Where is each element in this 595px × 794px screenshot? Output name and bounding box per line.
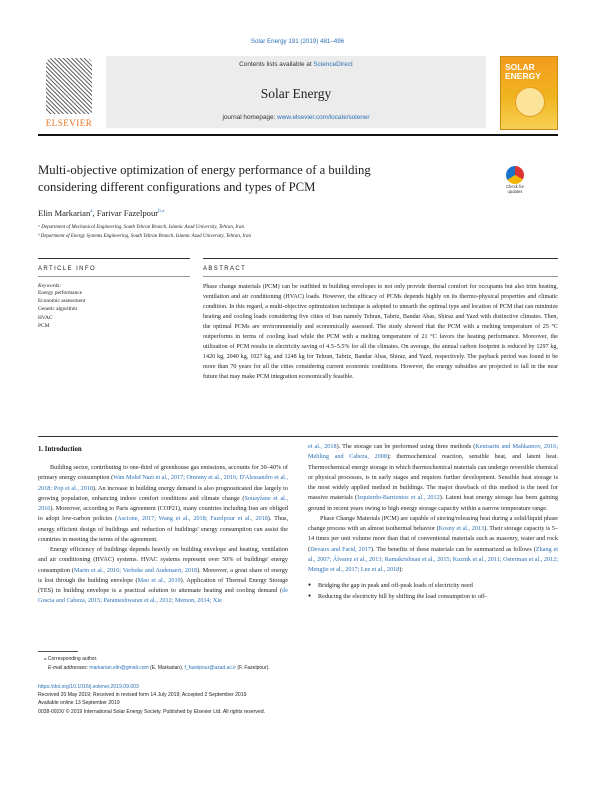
paragraph bbox=[38, 545, 288, 607]
right-column bbox=[308, 442, 558, 602]
article-info-heading: ARTICLE INFO bbox=[38, 266, 97, 272]
bullet-list bbox=[308, 581, 558, 602]
article-metadata bbox=[38, 683, 265, 716]
publisher-name: ELSEVIER bbox=[45, 118, 93, 128]
citation-link[interactable]: Izquierdo-Barrientos et al., 2012 bbox=[357, 494, 440, 502]
bullet-item: ● Bridging the gap in peak and off-peak loads of electricity need bbox=[308, 581, 558, 591]
text: ). Moreover, a great share of energy is lost through the building envelope ( bbox=[38, 566, 288, 584]
check-updates-label bbox=[500, 185, 530, 195]
journal-header-box bbox=[106, 56, 486, 128]
citation-link[interactable]: Ascione, 2017; Wang et al., 2018; Fazelpour et al., 2018 bbox=[117, 515, 268, 523]
badge-line-2: updates bbox=[507, 188, 523, 194]
check-updates-icon bbox=[506, 166, 524, 184]
keyword: Energy performance bbox=[38, 290, 83, 296]
citation-link[interactable]: Wan Mohd Nazi et al., 2017; Omrany et al., 2016; D'Alessandro et al., 2018; Pop et al., 2018 bbox=[38, 474, 288, 492]
section-heading: 1. Introduction bbox=[38, 446, 82, 453]
affiliation: ᵇ Department of Energy Systems Engineering, South Tehran Branch, Islamic Azad University, Tehran, Iran bbox=[38, 234, 252, 239]
text: Building sector, contributing to one-third of greenhouse gas emissions, accounts for 30–40% of primary energy consumption ( bbox=[38, 464, 288, 482]
author-name[interactable]: Elin Markarian bbox=[38, 208, 91, 218]
title-line-1: Multi-objective optimization of energy performance of a building bbox=[38, 163, 371, 177]
elsevier-logo[interactable] bbox=[38, 56, 100, 128]
email-owner: (F. Fazelpour). bbox=[236, 665, 270, 671]
citation-link[interactable]: Kenisarin and Mahkamov, 2016; Mehling and Cabeza, 2008 bbox=[308, 443, 558, 461]
keywords-label: Keywords: bbox=[38, 283, 62, 289]
text: ); thermochemical reaction, sensible heat, and latent heat. Thermochemical energy storage in which thermochemical materials can undergo reversible chemical or physical processes, is in early stages and requires further development. Sensible heat storage is the most widely applied method in buildings. The major drawback of this method is the need for massive materials ( bbox=[308, 453, 558, 502]
abstract-text: Phase change materials (PCM) can be outfitted in building envelopes to not only provide thermal comfort for occupants but also trim heating, ventilation and air conditioning (HVAC) loads. However, the efficacy of PCMs depends highly on its thermo-physical properties and climatic condition. In this regard, a multi-objective optimization technique is adopted to unearth the optimal type and location of PCM that can minimize heating and cooling loads considering five cities of Iran namely Tehran, Tabriz, Bandar Abas, Shiraz and Yazd with distinctive climates. Then, the optimal PCMs are environmentally and economically assessed. The study showed that the PCM with a melting temperature of 25 °C outperforms in terms of cooling load while the PCM with a melting temperature of 21 °C favors the heating performance. Moreover, the utilization of PCM results in electricity saving of 4.5–5.5% for all the climates. On average, the annual carbon footprint is reduced by 1297 kg, 1420 kg, 2040 kg, 1027 kg, and 1248 kg for Tehran, Tabriz, Bandar Abas, Shiraz, and Yazd, respectively. The payback period was found to be more than 70 years for all the cities considering current economic conditions. However, the energy subsidies are projected to fall in the near future that may make PCM integration economically feasible. bbox=[203, 284, 558, 380]
keyword: Economic assessment bbox=[38, 298, 86, 305]
text: ): bbox=[399, 566, 404, 573]
cover-title-line1: SOLAR bbox=[505, 62, 535, 72]
author-name[interactable]: Farivar Fazelpour bbox=[96, 208, 159, 218]
received-dates: Received 20 May 2019; Received in revised form 14 July 2019; Accepted 2 September 2019 bbox=[38, 692, 247, 699]
text: ). Thus, energy efficient design of buildings and reduction of buildings' energy consumption can assist the countries in meeting the terms of the agreement. bbox=[38, 515, 289, 543]
affiliation-marker[interactable]: a bbox=[90, 209, 93, 215]
abstract-rule bbox=[203, 258, 558, 259]
citation-link[interactable]: Marin et al., 2016; Verbeke and Audenaert, 2018 bbox=[73, 566, 198, 574]
title-line-2: considering different configurations and types of PCM bbox=[38, 180, 316, 194]
paragraph bbox=[308, 514, 558, 576]
text: ). Their storage capacity is 5–14 times per unit volume more than that of conventional materials such as masonry, water and rock ( bbox=[308, 525, 558, 553]
citation-link[interactable]: Devaux and Farid, 2017 bbox=[310, 545, 371, 553]
journal-title: Solar Energy bbox=[260, 86, 332, 101]
contents-line bbox=[106, 61, 486, 68]
article-info-rule bbox=[38, 258, 190, 259]
corresponding-author-note: ⁎ Corresponding author. bbox=[44, 656, 98, 662]
footnote-rule bbox=[38, 651, 78, 652]
cover-sun-graphic bbox=[515, 87, 545, 117]
text: ). An increase in building energy demand is also prognosticated due largely to growing population, enhancing indoor comfort conditions and climate change ( bbox=[38, 484, 288, 502]
keyword: PCM bbox=[38, 322, 50, 329]
badge-line-1: Check for bbox=[506, 184, 524, 189]
journal-reference[interactable]: Solar Energy 191 (2019) 481–496 bbox=[250, 38, 345, 45]
doi-link[interactable]: https://doi.org/10.1016/j.solener.2019.09.003 bbox=[38, 684, 139, 690]
journal-cover-image[interactable] bbox=[500, 56, 558, 130]
check-for-updates-badge[interactable] bbox=[502, 166, 528, 198]
citation-link[interactable]: Zhang et al., 2007; Álvarez et al., 2013; Ramakrishnan et al., 2015; Kuznik et al., 2011; Osterman et al., 2012; Mengjie et al., 2017; Lee et al., 2018 bbox=[308, 545, 558, 573]
copyright-line: 0038-092X/ © 2019 International Solar Energy Society. Published by Elsevier Ltd. All rights reserved. bbox=[38, 708, 266, 715]
homepage-link[interactable]: www.elsevier.com/locate/solener bbox=[277, 114, 370, 121]
email-label: E-mail addresses: bbox=[48, 665, 90, 671]
paragraph bbox=[38, 463, 288, 545]
homepage-prefix: journal homepage: bbox=[222, 114, 278, 121]
keywords-block bbox=[38, 283, 188, 330]
left-column bbox=[38, 463, 288, 607]
journal-banner bbox=[38, 56, 558, 130]
author-list bbox=[38, 208, 164, 218]
available-online: Available online 13 September 2019 bbox=[38, 700, 120, 707]
contents-prefix: Contents lists available at bbox=[239, 61, 314, 68]
keyword: Genetic algorithm bbox=[38, 306, 78, 313]
citation-link[interactable]: de Gracia and Cabeza, 2015; Parameshwaran et al., 2012; Memon, 2014; Xie bbox=[38, 587, 288, 605]
abstract-bottom-rule bbox=[38, 436, 558, 437]
text: ). Latent heat energy storage has been gaining ground in recent years owing to high energy storage capacity within a narrow temperature range. bbox=[308, 494, 558, 512]
citation-link[interactable]: Souayfane et al., 2016 bbox=[38, 494, 288, 512]
text: Phase Change Materials (PCM) are capable of storing/releasing heat during a solid/liquid phase change process with an almost isothermal behavior ( bbox=[308, 514, 558, 532]
email-footnote bbox=[48, 665, 270, 671]
citation-link[interactable]: Kosny et al., 2013 bbox=[438, 525, 485, 532]
email-owner: (E. Markarian), bbox=[148, 665, 185, 671]
cover-title-line2: ENERGY bbox=[505, 70, 541, 81]
text: ). Application of Thermal Energy Storage (TES) in building envelope is a practical solution to attenuate heating and cooling demand ( bbox=[38, 576, 288, 594]
cover-title bbox=[505, 63, 541, 80]
paragraph bbox=[308, 442, 558, 514]
text: ). The benefits of these materials can be summarized as follows ( bbox=[370, 545, 536, 553]
header-divider bbox=[38, 134, 558, 136]
citation-link[interactable]: et al., 2018 bbox=[308, 443, 337, 450]
text: ). The storage can be performed using three methods ( bbox=[336, 443, 476, 450]
abstract-heading: ABSTRACT bbox=[203, 266, 247, 272]
email-link[interactable]: markarian.elin@gmail.com bbox=[89, 665, 149, 671]
article-title bbox=[38, 162, 478, 196]
text: Energy efficiency of buildings depends heavily on building envelope and heating, ventilation and air conditioning (HVAC) systems. HVAC systems represent over 50% of buildings' energy consumption ( bbox=[38, 546, 288, 574]
author-separator: , bbox=[92, 208, 97, 218]
sciencedirect-link[interactable]: ScienceDirect bbox=[313, 61, 353, 68]
abstract-subrule bbox=[203, 276, 558, 277]
affiliation: ᵃ Department of Mechanical Engineering, South Tehran Branch, Islamic Azad University, Tehran, Iran bbox=[38, 225, 244, 230]
email-link[interactable]: f_fazelpour@azad.ac.ir bbox=[184, 665, 237, 671]
journal-homepage bbox=[106, 114, 486, 121]
elsevier-tree-icon bbox=[46, 58, 92, 114]
citation-link[interactable]: Mao et al., 2019 bbox=[137, 576, 181, 584]
keyword: HVAC bbox=[38, 314, 53, 321]
affiliation-marker[interactable]: b,⁎ bbox=[158, 209, 165, 215]
article-info-subrule bbox=[38, 276, 190, 277]
text: ). Moreover, according to Paris agreement (COP21), many countries including Iran are obliged to adopt low-carbon policies ( bbox=[38, 505, 288, 523]
bullet-item: ● Reducing the electricity bill by shifting the load consumption to off- bbox=[308, 592, 558, 602]
